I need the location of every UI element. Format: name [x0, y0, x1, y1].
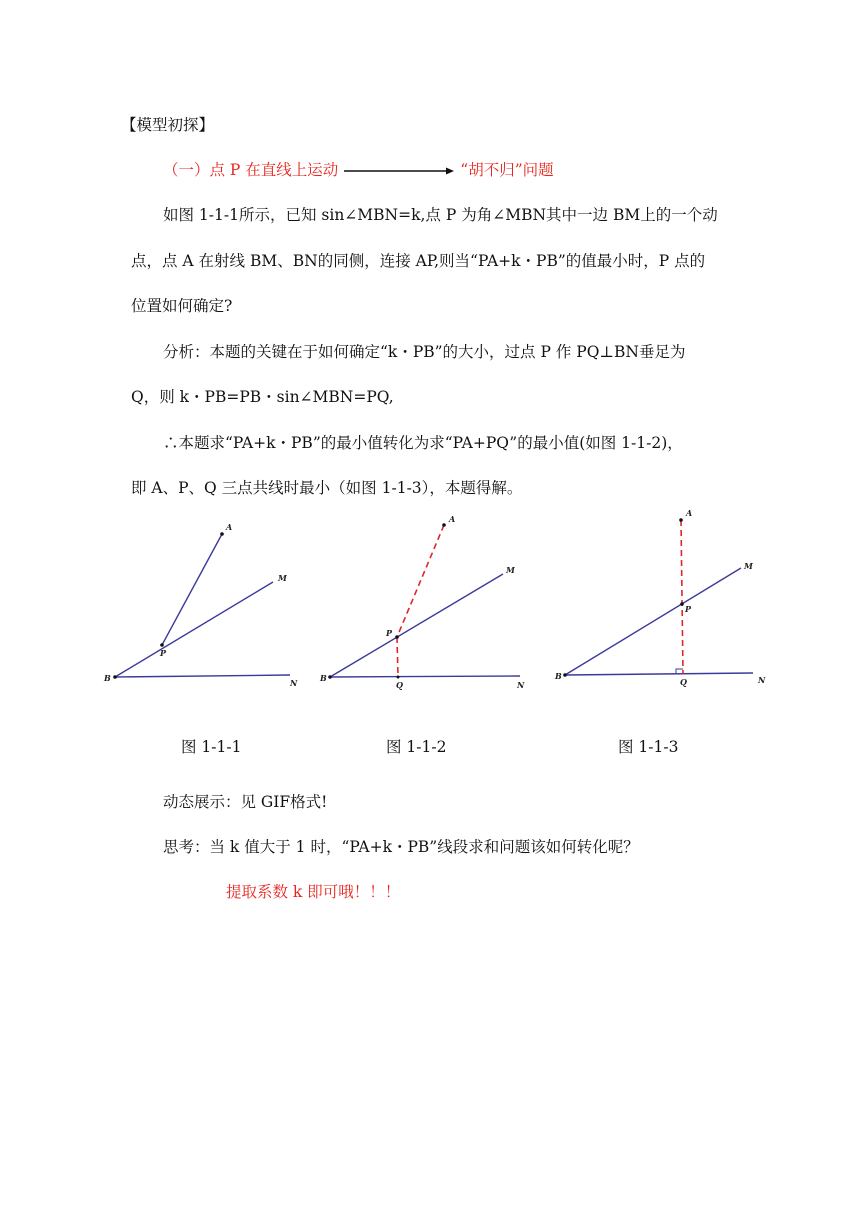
point-a	[220, 532, 224, 536]
label-a: A	[686, 508, 693, 518]
segment-apq-dashed	[681, 520, 683, 674]
segment-pq-dashed	[397, 637, 398, 677]
paragraph-2-line-2: Q，则 k・PB=PB・sin∠MBN=PQ,	[131, 388, 394, 406]
ray-bm	[115, 582, 273, 677]
label-m: M	[506, 565, 515, 575]
point-b	[328, 675, 332, 679]
paragraph-1-line-2: 点，点 A 在射线 BM、BN的同侧，连接 AP,则当“PA+k・PB”的值最小时，P 点的	[131, 252, 706, 270]
label-b: B	[320, 673, 327, 683]
subheading-prefix: （一）点 P 在直线上运动	[163, 161, 339, 179]
point-p	[680, 602, 684, 606]
section-heading: 【模型初探】	[121, 116, 215, 134]
label-m: M	[278, 573, 287, 583]
label-n: N	[517, 680, 525, 690]
answer-text: 提取系数 k 即可哦！！！	[226, 883, 401, 901]
label-n: N	[290, 678, 298, 688]
point-a	[442, 523, 446, 527]
subheading	[163, 159, 554, 181]
label-p: P	[386, 628, 393, 638]
segment-ap-dashed	[397, 525, 444, 637]
ray-bn	[115, 675, 290, 677]
ray-bn	[330, 676, 520, 677]
caption-figure-1-1-1: 图 1-1-1	[181, 738, 242, 756]
caption-figure-1-1-3: 图 1-1-3	[618, 738, 679, 756]
label-q: Q	[396, 680, 403, 690]
ray-bn	[565, 673, 753, 675]
paragraph-1-line-1: 如图 1-1-1所示，已知 sin∠MBN=k,点 P 为角∠MBN其中一边 BM上的一个动	[163, 206, 718, 224]
label-b: B	[104, 673, 111, 683]
figure-1-1-3	[548, 505, 773, 695]
label-p: P	[160, 648, 167, 658]
point-b	[563, 673, 567, 677]
label-b: B	[555, 671, 562, 681]
point-a	[679, 518, 683, 522]
segment-ap	[162, 534, 222, 645]
paragraph-3-line-2: 即 A、P、Q 三点共线时最小（如图 1-1-3），本题得解。	[131, 479, 523, 497]
arrow-icon	[344, 166, 454, 176]
point-q	[397, 676, 400, 679]
ray-bm	[565, 568, 741, 675]
paragraph-2-line-1: 分析：本题的关键在于如何确定“k・PB”的大小，过点 P 作 PQ⊥BN垂足为	[163, 343, 686, 361]
thinking-question: 思考：当 k 值大于 1 时，“PA+k・PB”线段求和问题该如何转化呢？	[163, 838, 639, 856]
caption-figure-1-1-2: 图 1-1-2	[386, 738, 447, 756]
point-b	[113, 675, 117, 679]
dynamic-show-text: 动态展示：见 GIF格式!	[163, 793, 328, 811]
paragraph-1-line-3: 位置如何确定?	[131, 297, 233, 315]
figure-1-1-2	[315, 510, 530, 695]
label-n: N	[758, 675, 766, 685]
label-p: P	[685, 604, 692, 614]
subheading-suffix: “胡不归”问题	[460, 161, 554, 179]
label-m: M	[744, 561, 753, 571]
figure-1-1-1	[98, 520, 308, 695]
point-p	[160, 643, 164, 647]
paragraph-3-line-1: ∴本题求“PA+k・PB”的最小值转化为求“PA+PQ”的最小值(如图 1-1-2)，	[163, 434, 683, 452]
label-a: A	[449, 514, 456, 524]
label-q: Q	[680, 677, 687, 687]
label-a: A	[226, 522, 233, 532]
point-p	[395, 635, 399, 639]
